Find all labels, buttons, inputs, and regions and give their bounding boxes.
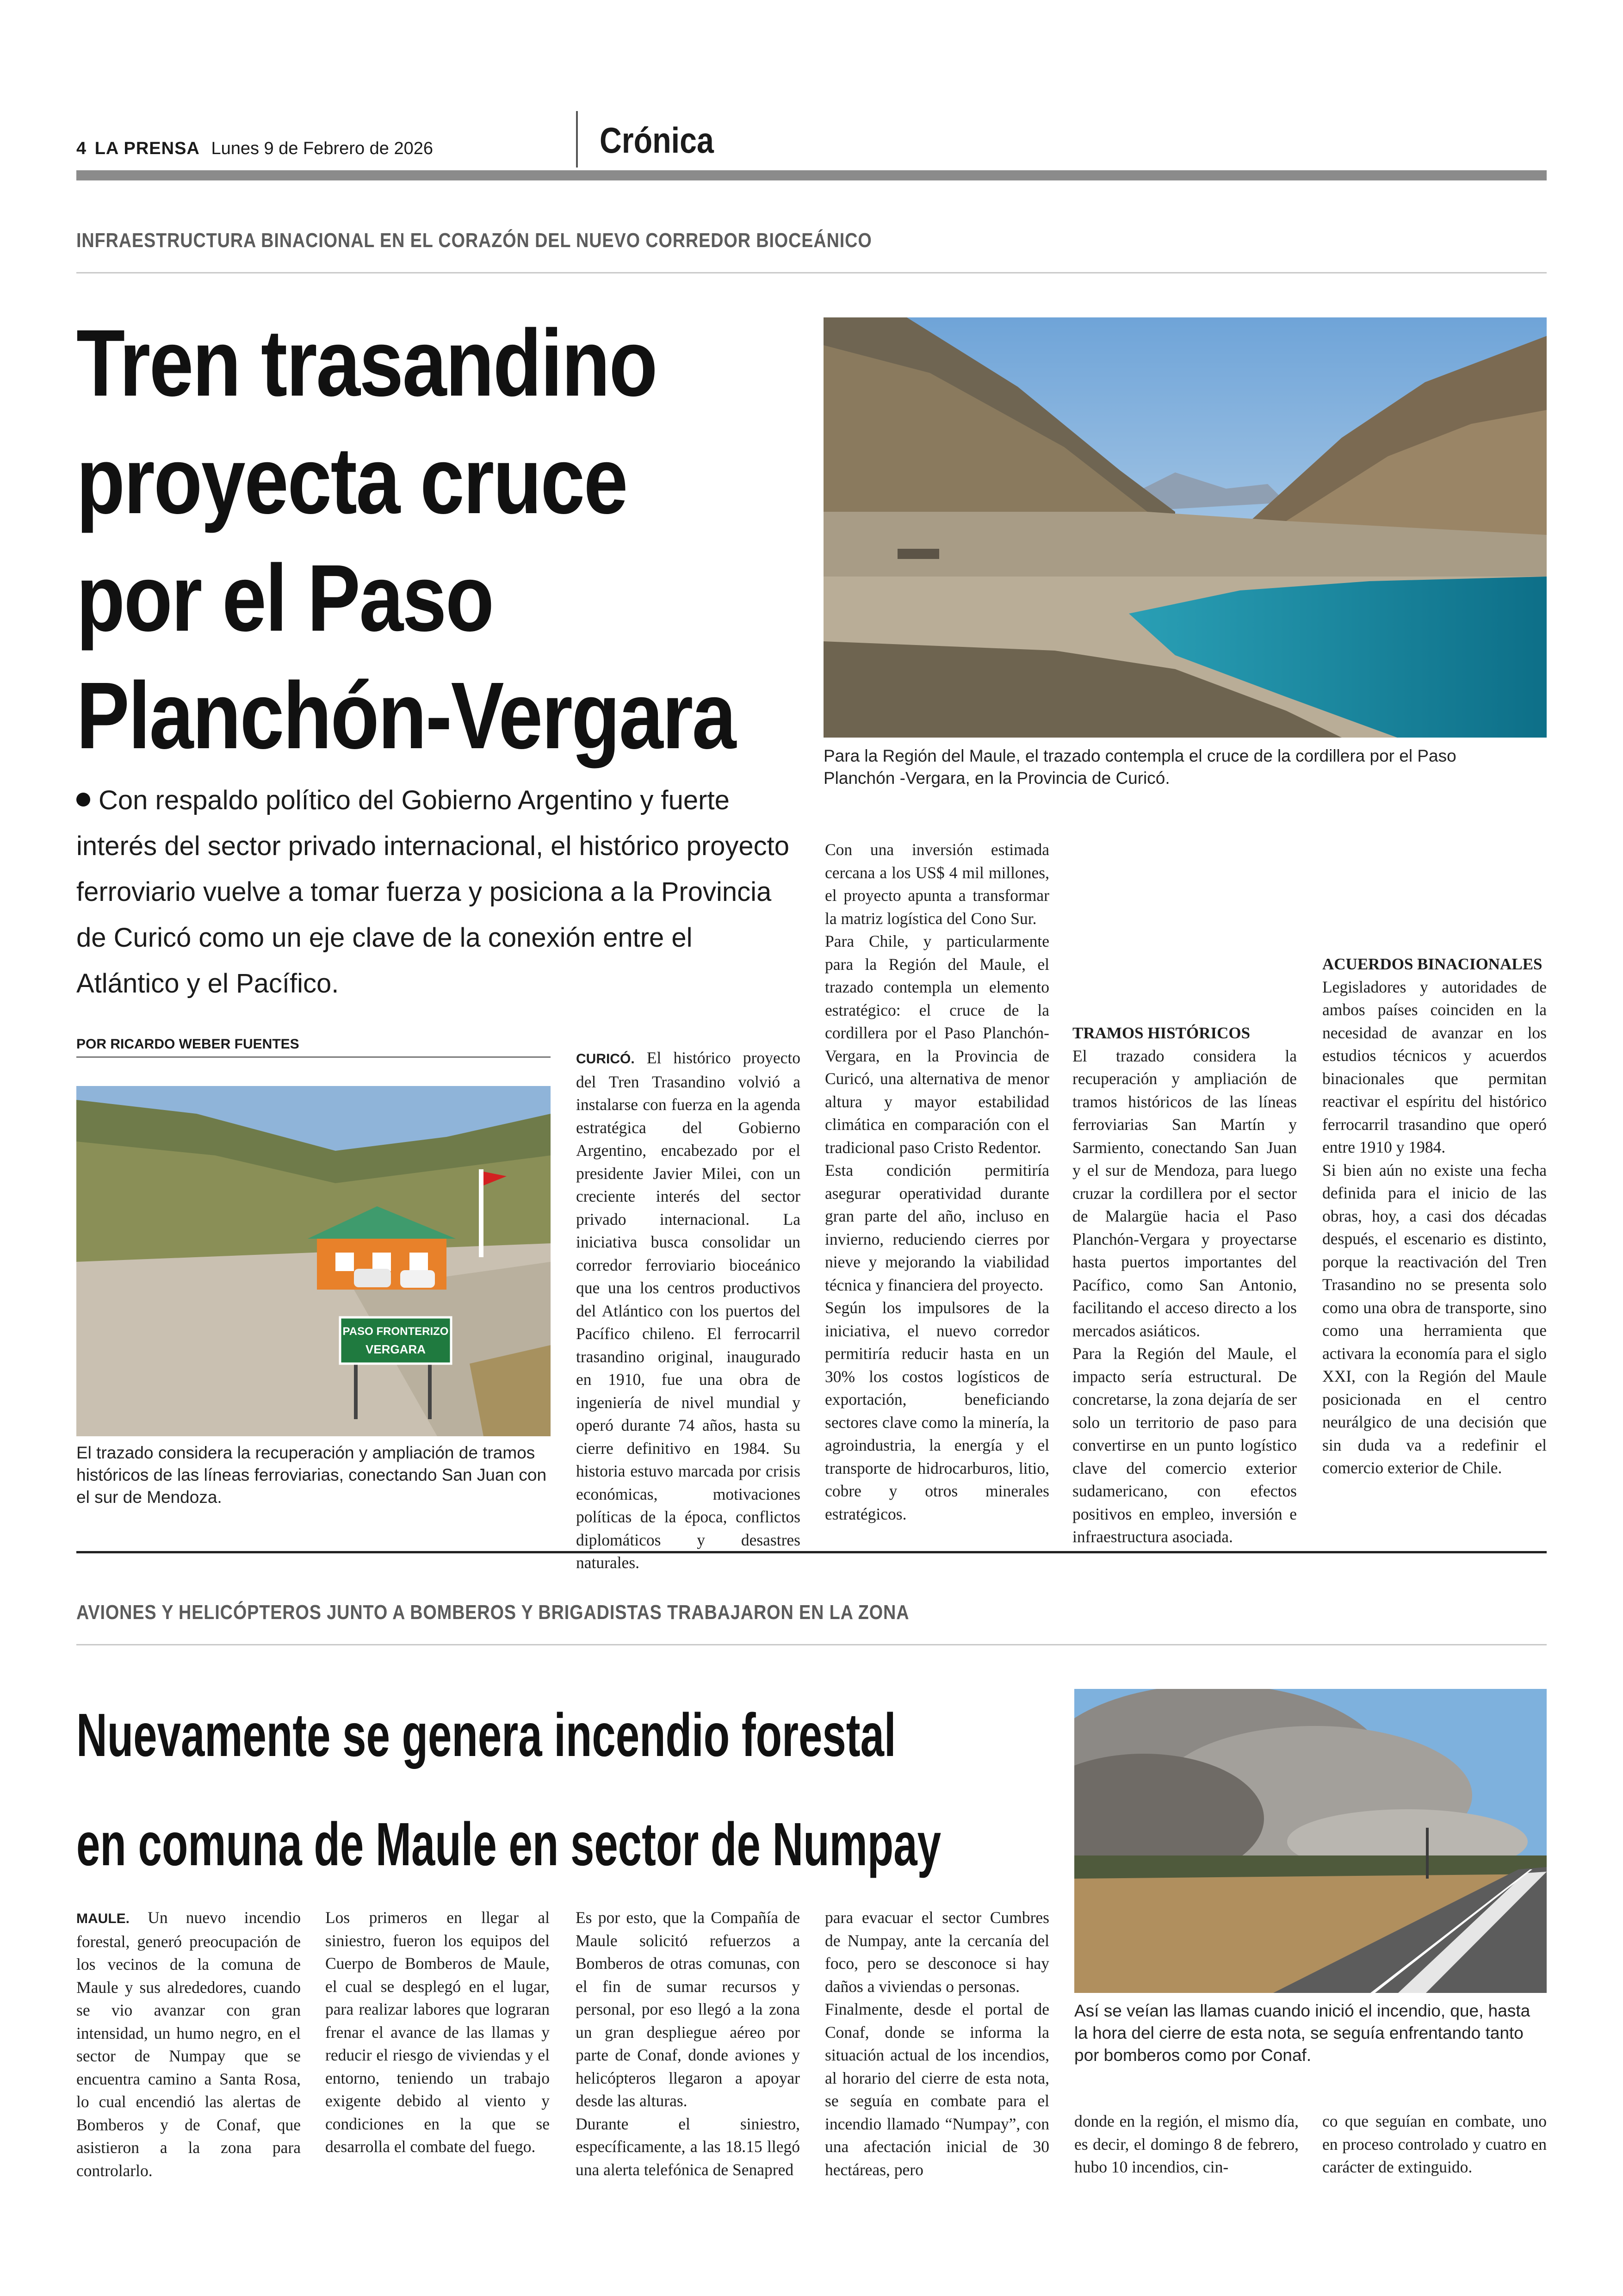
kicker-rule — [76, 272, 1547, 273]
story2-paragraph: Los primeros en llegar al siniestro, fueron los equipos del Cuerpo de Bomberos de Maule, el cual se desplegó en el lugar, para realizar labores que lograran frenar el avance de las llamas y reducir el riesgo de viviendas y el entorno, teniendo un trabajo exigente debido al viento y condiciones en la que se desarrolla el combate del fuego. — [325, 1908, 550, 2156]
story2-paragraph: co que seguían en combate, uno en proceso controlado y cuatro en carácter de extinguido. — [1322, 2112, 1547, 2176]
sign-text-line1: PASO FRONTERIZO — [342, 1325, 449, 1338]
small-photo-caption: El trazado considera la recuperación y ampliación de tramos históricos de las líneas ferroviarias, conectando San Juan con el sur de Mendoza. — [76, 1443, 547, 1507]
headline-line: Nuevamente se genera incendio forestal — [76, 1701, 896, 1769]
story1-body-column-4 — [1322, 953, 1547, 1480]
story2-dateline: MAULE. — [76, 1911, 130, 1926]
story2-paragraph: Finalmente, desde el portal de Conaf, donde se informa la situación actual de los incendios, al horario del cierre de esta nota, se seguía en combate para el incendio llamado “Numpay”, con una afectación inicial de 30 hectáreas, pero — [825, 2000, 1049, 2179]
story2-body-column-3 — [576, 1906, 800, 2181]
story1-dateline: CURICÓ. — [576, 1051, 635, 1067]
story1-paragraph: Para Chile, y particularmente para la Región del Maule, el trazado contempla un elemento estratégico: el cruce de la cordillera por el Paso Planchón-Vergara, en la Provincia de Curicó, una alternativa de menor altura y mayor estabilidad climática en comparación con el tradicional paso Cristo Redentor. — [825, 932, 1049, 1157]
story1-body-column-2 — [825, 838, 1049, 1526]
story1-body-column-3 — [1072, 1022, 1297, 1549]
fire-photo-caption: Así se veían las llamas cuando inició el incendio, que, hasta la hora del cierre de esta nota, se seguía enfrentando tanto por bomberos como por Conaf. — [1074, 2001, 1530, 2065]
story1-paragraph: Legisladores y autoridades de ambos países coinciden en la necesidad de avanzar en los estudios técnicos y acuerdos binacionales que permitan reactivar el espíritu del histórico ferrocarril trasandino que operó entre 1910 y 1984. — [1322, 977, 1547, 1156]
story2-paragraph: Es por esto, que la Compañía de Maule solicitó refuerzos a Bomberos de otras comunas, con el fin de sumar recursos y personal, por eso llegó a la zona un gran despliegue aéreo por parte de Conaf, donde aviones y helicópteros llegaron a apoyar desde las alturas. — [576, 1908, 800, 2110]
section-separator — [576, 111, 578, 168]
story1-paragraph: Para la Región del Maule, el impacto sería estructural. De concretarse, la zona dejaría de ser solo un territorio de paso para convertirse en un punto logístico clave del comercio exterior sudamericano, con efectos positivos en empleo, inversión e infraestructura asociada. — [1072, 1344, 1297, 1546]
story2-body-column-4 — [825, 1906, 1049, 2181]
page-number: 4 — [76, 139, 87, 158]
story1-paragraph: El histórico proyecto del Tren Trasandino volvió a instalarse con fuerza en la agenda estratégica del Gobierno Argentino, encabezado por el presidente Javier Milei, con un creciente interés del sector privado internacional. La iniciativa busca consolidar un corredor ferroviario bioceánico que una los centros productivos del Atlántico con los puertos del Pacífico chileno. El ferrocarril trasandino original, inaugurado en 1910, fue una obra de ingeniería de nivel mundial y operó durante 74 años, hasta su cierre definitivo en 1984. Su historia estuvo marcada por crisis económicas, motivaciones políticas de la época, conflictos diplomáticos y desastres naturales. — [576, 1049, 801, 1572]
story2-body-column-1 — [76, 1906, 301, 2182]
subhead-tramos: TRAMOS HISTÓRICOS — [1072, 1024, 1251, 1042]
subhead-acuerdos: ACUERDOS BINACIONALES — [1322, 955, 1542, 973]
byline-rule — [76, 1056, 551, 1058]
story2-headline — [76, 1681, 1066, 1899]
story2-body-column-5 — [1074, 2110, 1299, 2179]
story1-paragraph: Esta condición permitiría asegurar operatividad durante gran parte del año, incluso en invierno, reduciendo cierres por nieve y mejorando la viabilidad técnica y financiera del proyecto. — [825, 1161, 1049, 1294]
story-divider — [76, 1551, 1547, 1553]
headline-line: por el Paso — [76, 545, 493, 651]
story2-paragraph: Un nuevo incendio forestal, generó preocupación de los vecinos de la comuna de Maule y sus alrededores, cuando se vio avanzar con gran intensidad, un humo negro, en el sector de Numpay que se encuentra camino a Santa Rosa, lo cual encendió las alertas de Bomberos y de Conaf, que asistieron a la zona para controlarlo. — [76, 1908, 301, 2180]
headline-line: proyecta cruce — [76, 428, 627, 534]
story2-paragraph: para evacuar el sector Cumbres de Numpay, ante la cercanía del foco, pero se desconoce si hay daños a viviendas o personas. — [825, 1908, 1049, 1996]
story1-body-column-1 — [576, 1047, 800, 1575]
headline-line: en comuna de Maule en sector de Numpay — [76, 1810, 942, 1878]
mountain-lake-photo — [824, 317, 1547, 738]
story1-paragraph: El trazado considera la recuperación y ampliación de tramos históricos de las líneas ferroviarias San Martín y Sarmiento, conectando San Juan y el sur de Mendoza, para luego cruzar la cordillera por el sector de Malargüe hacia el Paso Planchón-Vergara y proyectarse hasta puertos importantes del Pacífico, como San Antonio, facilitando el acceso directo a los mercados asiáticos. — [1072, 1046, 1297, 1340]
story1-paragraph: Si bien aún no existe una fecha definida para el inicio de las obras, hoy, a casi dos décadas después, el escenario es distinto, porque la reactivación del Tren Trasandino no se presenta solo como una obra de transporte, sino como una herramienta que activara la economía para el siglo XXI, con la Región del Maule posicionada en el centro neurálgico de una decisión que sin duda va a redefinir el comercio exterior de Chile. — [1322, 1160, 1547, 1477]
story2-kicker: AVIONES Y HELICÓPTEROS JUNTO A BOMBEROS Y BRIGADISTAS TRABAJARON EN LA ZONA — [76, 1601, 910, 1624]
main-photo-caption: Para la Región del Maule, el trazado contempla el cruce de la cordillera por el Paso Planchón -Vergara, en la Provincia de Curicó. — [824, 746, 1456, 788]
section-name: Crónica — [600, 120, 714, 161]
story1-kicker: INFRAESTRUCTURA BINACIONAL EN EL CORAZÓN DEL NUEVO CORREDOR BIOCEÁNICO — [76, 229, 872, 252]
lead-text: Con respaldo político del Gobierno Argentino y fuerte interés del sector privado internacional, el histórico proyecto ferroviario vuelve a tomar fuerza y posiciona a la Provincia de Curicó como un eje clave de la conexión entre el Atlántico y el Pacífico. — [76, 785, 790, 999]
story2-body-column-6 — [1322, 2110, 1547, 2179]
story2-paragraph: Durante el siniestro, específicamente, a las 18.15 llegó una alerta telefónica de Senapred — [576, 2114, 800, 2179]
folio — [76, 139, 433, 159]
bullet-icon — [76, 793, 90, 807]
story1-lead — [76, 777, 798, 1006]
headline-line: Planchón-Vergara — [76, 663, 735, 769]
paper-name: LA PRENSA — [94, 139, 200, 158]
top-bar — [76, 170, 1547, 180]
mountain-lake-illustration — [824, 317, 1547, 738]
story2-body-column-2 — [325, 1906, 550, 2159]
border-post-illustration — [76, 1086, 551, 1436]
border-post-photo — [76, 1086, 551, 1436]
wildfire-illustration — [1074, 1689, 1547, 1993]
story1-paragraph: Según los impulsores de la iniciativa, el nuevo corredor permitiría reducir hasta en un 30% los costos logísticos de exportación, beneficiando sectores clave como la minería, la agroindustria, la energía y el transporte de hidrocarburos, litio, cobre y otros minerales estratégicos. — [825, 1298, 1049, 1523]
story1-paragraph: Con una inversión estimada cercana a los US$ 4 mil millones, el proyecto apunta a transformar la matriz logística del Cono Sur. — [825, 840, 1049, 928]
headline-line: Tren trasandino — [76, 310, 657, 416]
sign-text-line2: VERGARA — [365, 1342, 426, 1356]
story1-headline — [76, 304, 826, 775]
byline: POR RICARDO WEBER FUENTES — [76, 1036, 299, 1052]
story2-paragraph: donde en la región, el mismo día, es decir, el domingo 8 de febrero, hubo 10 incendios, cin- — [1074, 2112, 1299, 2176]
kicker-rule — [76, 1644, 1547, 1645]
wildfire-smoke-photo — [1074, 1689, 1547, 1993]
issue-date: Lunes 9 de Febrero de 2026 — [211, 139, 434, 158]
